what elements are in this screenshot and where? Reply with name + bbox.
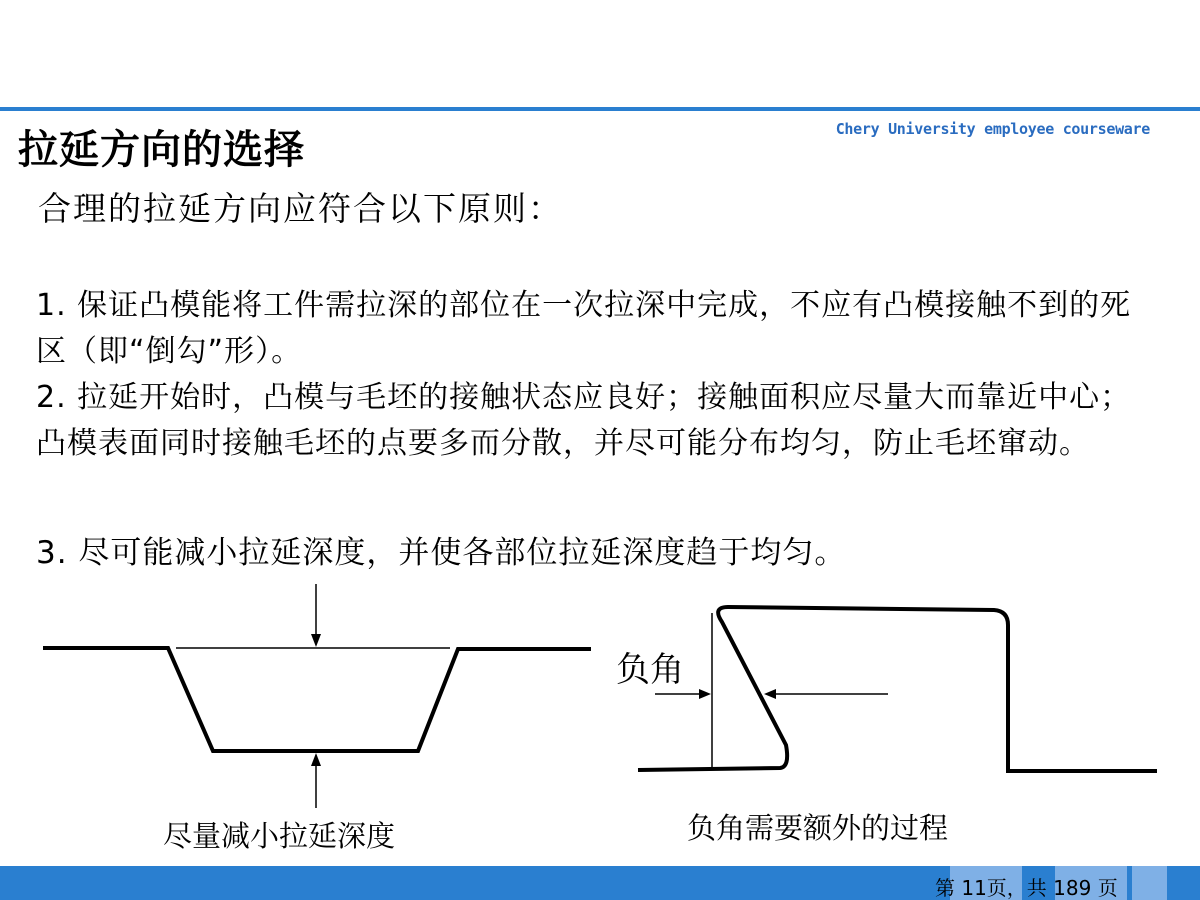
right-caption: 负角需要额外的过程 [687,811,949,845]
rule-3: 3. 尽可能减小拉延深度，并使各部位拉延深度趋于均匀。 [36,535,847,571]
footer-block [1132,866,1167,900]
slide-title: 拉延方向的选择 [18,127,305,173]
right-arrow-head [764,689,776,699]
negative-angle-profile [638,607,1157,771]
draw-profile [43,648,591,751]
left-diagram [43,584,591,808]
header-rule [0,107,1200,111]
intro-text: 合理的拉延方向应符合以下原则： [38,189,563,228]
arrow-up-head [311,753,321,766]
right-diagram [638,607,1157,771]
page-indicator: 第 11页，共 189 页 [935,876,1118,900]
rule-2: 2. 拉延开始时，凸模与毛坯的接触状态应良好；接触面积应尽量大而靠近中心；凸模表面同时接触毛坯的点要多而分散，并尽可能分布均匀，防止毛坯窜动。 [36,380,1132,461]
arrow-down-head [311,634,321,647]
left-arrow-head [699,689,711,699]
brand-text: Chery University employee courseware [835,120,1150,138]
rules-list [36,283,1146,467]
rule-1: 1. 保证凸模能将工件需拉深的部位在一次拉深中完成，不应有凸模接触不到的死区（即“倒勾”形）。 [36,288,1132,369]
negative-angle-label: 负角 [616,650,684,690]
left-caption: 尽量减小拉延深度 [163,819,396,853]
